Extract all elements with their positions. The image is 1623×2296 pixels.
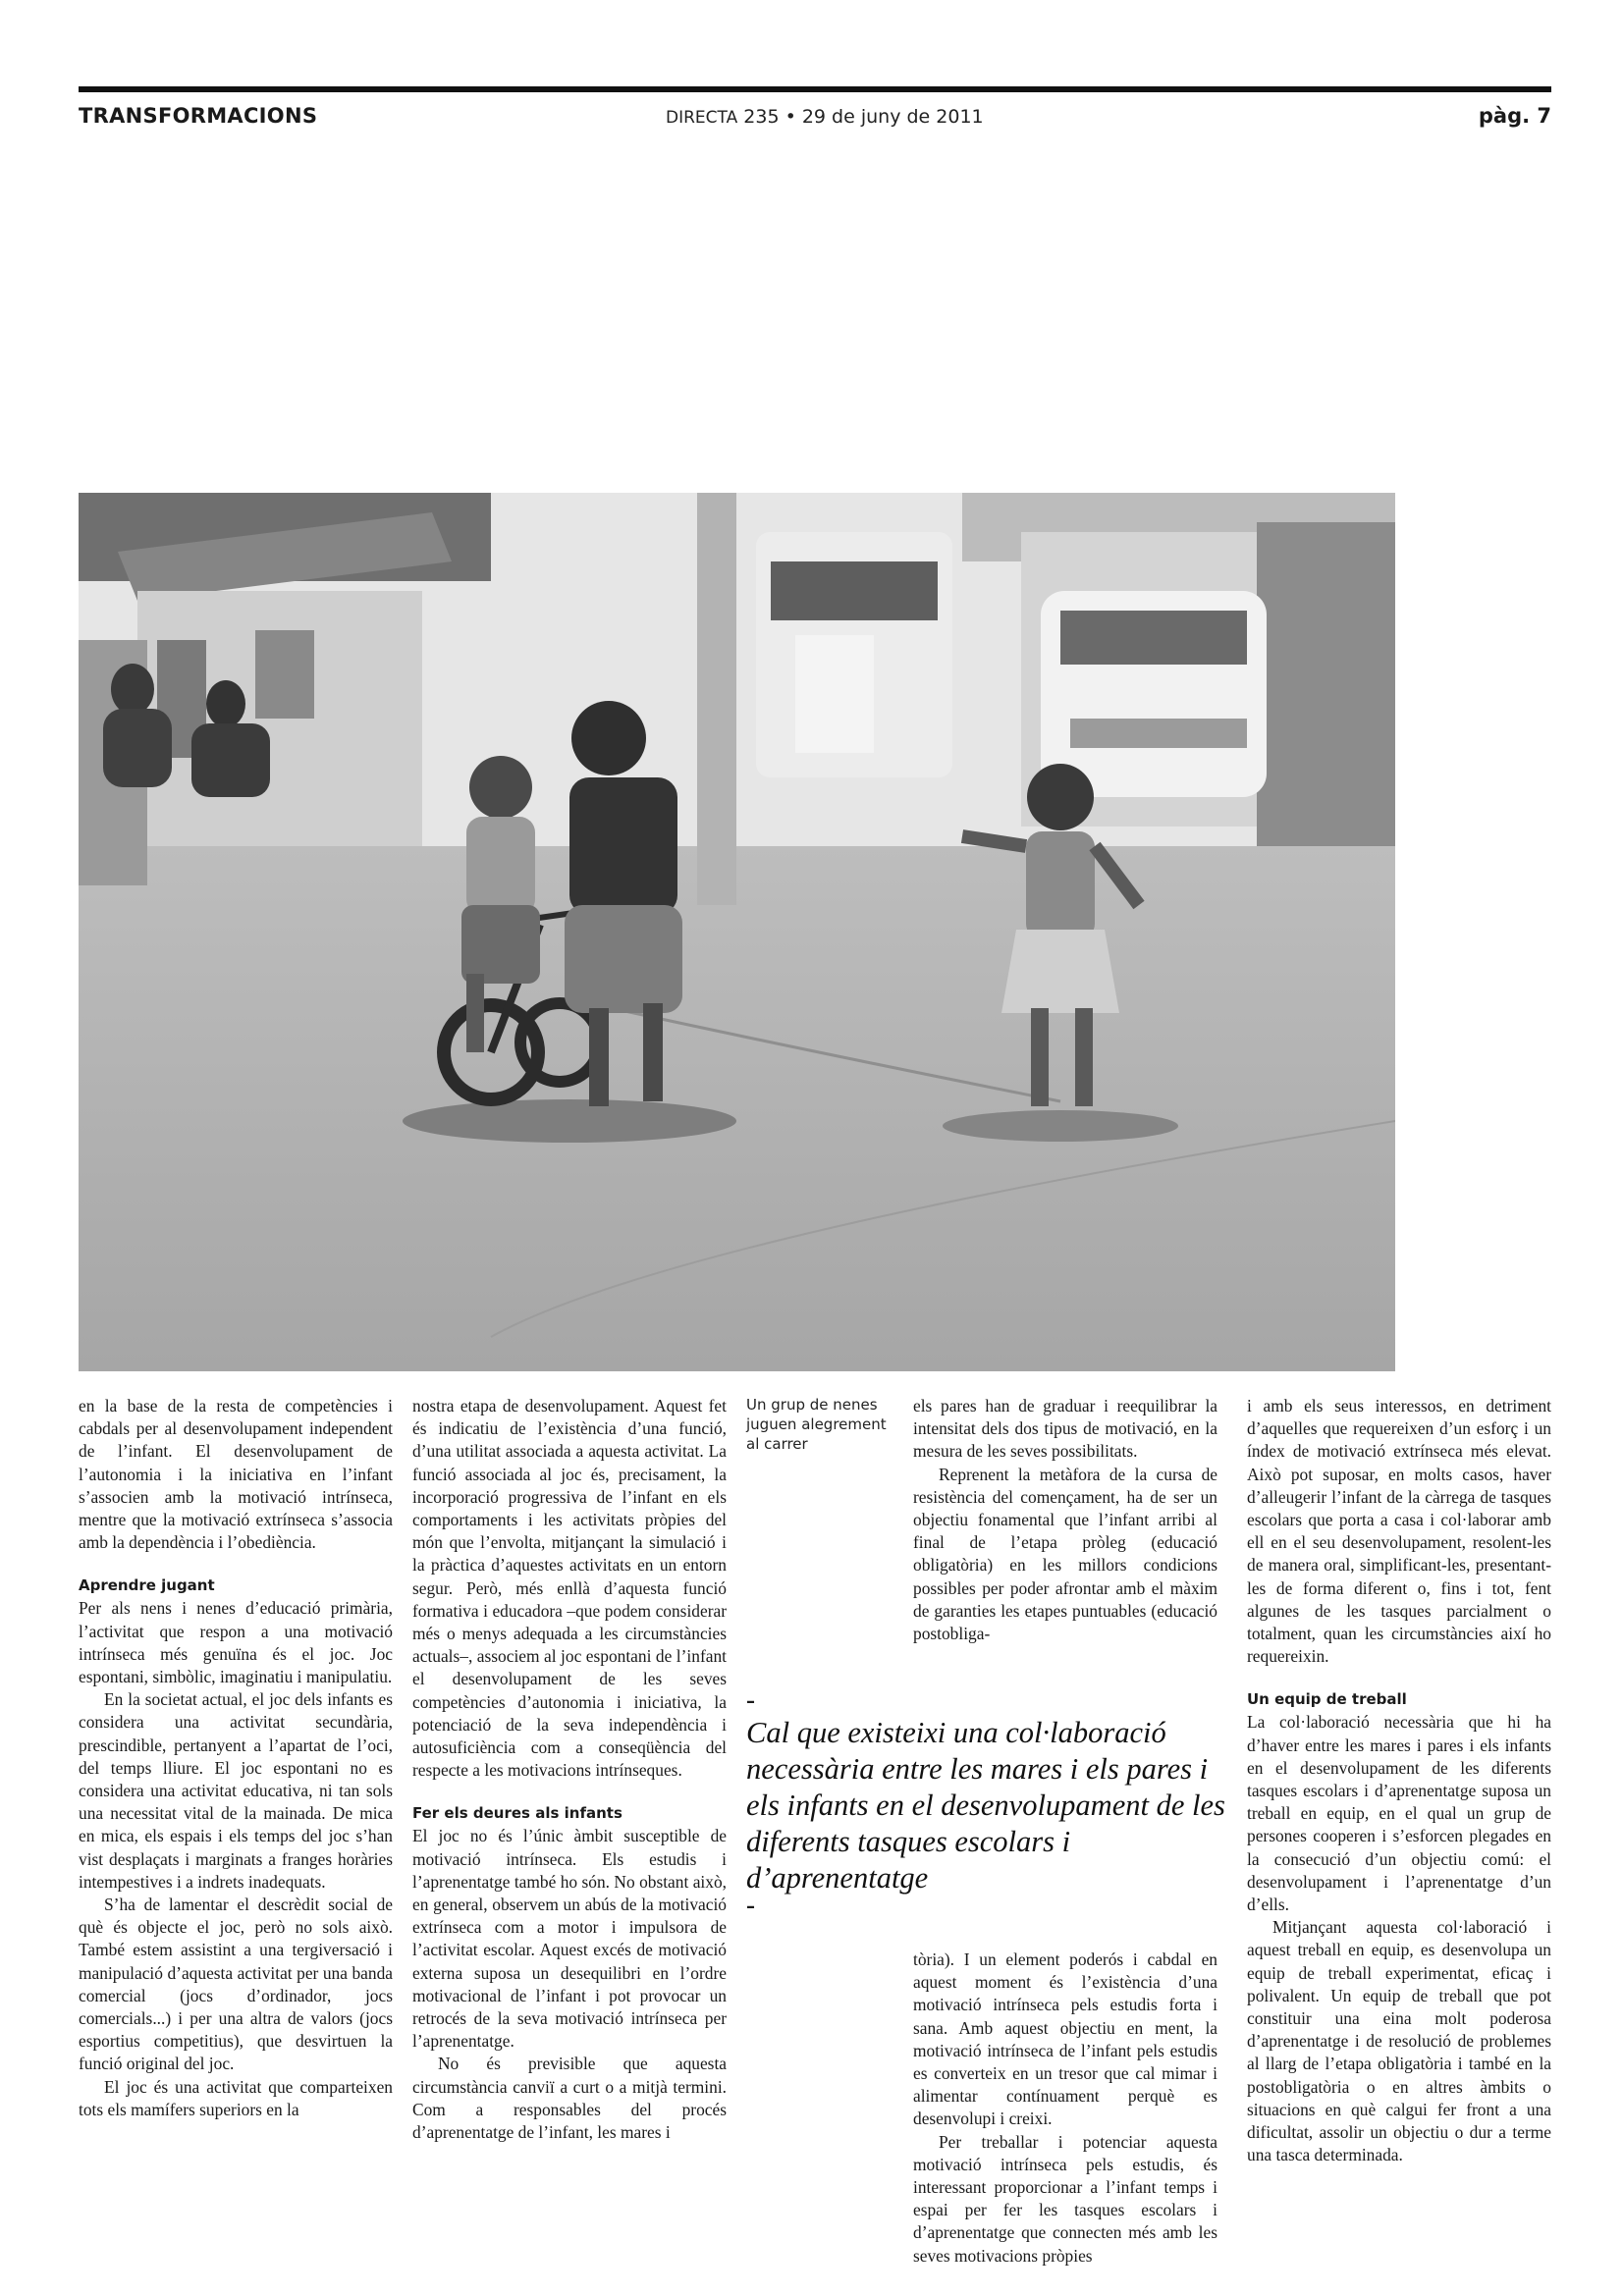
subheading-fer-els-deures: Fer els deures als infants: [412, 1804, 622, 1823]
paragraph: El joc no és l’únic àmbit susceptible de motivació intrínseca. Els estudis i l’aprenentatge també ho són. No obstant això, en general, observem un abús de la motivació extrínseca com a motor i impulsora de l’activitat escolar. Aquest excés de motivació externa suposa un desequilibri en l’ordre motivacional de l’infant i pot provocar un retrocés de la seva motivació intrínseca per l’aprenentatge.: [412, 1826, 727, 2052]
subheading-equip-de-treball: Un equip de treball: [1247, 1690, 1407, 1709]
pull-quote-text: Cal que existeixi una col·laboració necessària entre les mares i els pares i els infants en el desenvolupament de les diferents tasques escolars i d’aprenentatge: [746, 1716, 1225, 1895]
paragraph: No és previsible que aquesta circumstància canviï a curt o a mitjà termini. Com a responsables del procés d’aprenentatge de l’infant, les mares i: [412, 2054, 727, 2143]
paragraph: Per treballar i potenciar aquesta motivació intrínseca pels estudis, és interessant proporcionar a l’infant temps i espai per fer les tasques escolars i d’aprenentatge que connecten més amb les seves motivacions pròpies: [913, 2131, 1217, 2266]
paragraph: S’ha de lamentar el descrèdit social de què és objecte el joc, però no sols això. També estem assistint a una tergiversació i manipulació d’aquesta activitat per una banda comercial (jocs d’ordinador, jocs comercials...) i per una altra de valors (jocs esportius competitius), que desvirtuen la funció original del joc.: [79, 1895, 393, 2074]
paragraph: En la societat actual, el joc dels infants es considera una activitat secundària, prescindible, pertanyent a l’apartat de l’oci, del temps lliure. El joc espontani no es considera una activitat educativa, ni tan sols una necessitat vital de la mainada. De mica en mica, els espais i els temps del joc s’han vist desplaçats i marginats a franges horàries intempestives i a indrets inadequats.: [79, 1689, 393, 1892]
paragraph: nostra etapa de desenvolupament. Aquest fet és indicatiu de l’existència d’una funció, d’una utilitat associada a aquesta activitat. La funció associada al joc és, precisament, la incorporació progressiva de l’infant en els comportaments i les activitats pròpies del món que l’envolta, mitjançant la simulació i la pràctica d’aquestes activitats en un entorn segur. Però, més enllà d’aquesta funció formativa i educadora –que podem considerar més o menys adequada a les circumstàncies actuals–, associem al joc espontani de l’infant el desenvolupament de les seves competències d’autonomia i iniciativa, la potenciació de la seva independència i autosuficiència com a conseqüència del respecte a les motivacions intrínseques.: [412, 1396, 727, 1781]
article-column-5: [1247, 1395, 1551, 2167]
article-column-2: [412, 1395, 727, 2144]
article-column-1: [79, 1395, 393, 2121]
header-rule: [79, 86, 1551, 92]
paragraph: Mitjançant aquesta col·laboració i aquest treball en equip, es desenvolupa un equip de treball experimentat, eficaç i polivalent. Un equip de treball que pot constituir una eina molt poderosa d’aprenentatge i de resolució de problemes al llarg de l’etapa obligatòria i també en la postobligatòria o en altres àmbits o situacions en què calgui fer front a una dificultat, assolir un objectiu o dur a terme una tasca determinada.: [1247, 1917, 1551, 2165]
page-number: pàg. 7: [1478, 104, 1551, 128]
pull-quote: [746, 1693, 1237, 1916]
pull-quote-dash-bottom: –: [746, 1896, 755, 1917]
photo-illustration: [79, 493, 1395, 1371]
photo-caption: Un grup de nenes juguen alegrement al carrer: [746, 1396, 887, 1453]
paragraph: els pares han de graduar i reequilibrar la intensitat dels dos tipus de motivació, en la mesura de les seves possibilitats.: [913, 1396, 1217, 1462]
photo-children-playing: [79, 493, 1395, 1371]
paragraph: i amb els seus interessos, en detriment d’aquelles que requereixen d’un esforç i un índex de motivació extrínseca més elevat. Això pot suposar, en molts casos, haver d’alleugerir l’infant de la càrrega de tasques escolars que porta a casa i col·laborar amb ell en el seu desenvolupament, resolent-les de manera oral, simplificant-les, presentant-les de forma diferent o, fins i tot, fent algunes de les tasques parcialment o totalment, quan les circumstàncies així ho requereixin.: [1247, 1396, 1551, 1667]
issue-date: 235 • 29 de juny de 2011: [743, 106, 984, 128]
publication-name: DIRECTA: [666, 108, 738, 128]
article-column-4-top: [913, 1395, 1217, 1645]
paragraph: La col·laboració necessària que hi ha d’haver entre les mares i pares i els infants en el desenvolupament de les diferents tasques escolars i d’aprenentatge suposa un treball en equip, en el qual un grup de persones cooperen i s’esforcen plegades en la consecució d’un objectiu comú: el desenvolupament i l’aprenentatge d’un d’ells.: [1247, 1712, 1551, 1915]
article-column-4-bottom: [913, 1949, 1217, 2268]
paragraph: tòria). I un element poderós i cabdal en aquest moment és l’existència d’una motivació intrínseca pels estudis forta i sana. Amb aquest objectiu en ment, la motivació intrínseca de l’infant pels estudis es converteix en un tresor que cal mimar i alimentar contínuament perquè es desenvolupi i creixi.: [913, 1949, 1217, 2129]
subheading-aprendre-jugant: Aprendre jugant: [79, 1576, 215, 1595]
paragraph: Per als nens i nenes d’educació primària, l’activitat que respon a una motivació intrínseca més genuïna és el joc. Joc espontani, simbòlic, imaginatiu i manipulatiu.: [79, 1598, 393, 1687]
issue-info: [666, 106, 984, 128]
paragraph: El joc és una activitat que comparteixen tots els mamífers superiors en la: [79, 2076, 393, 2119]
pull-quote-dash-top: –: [746, 1691, 755, 1712]
paragraph: Reprenent la metàfora de la cursa de resistència del començament, ha de ser un objectiu fonamental que l’infant arribi al final de l’etapa pròleg (educació obligatòria) en les millors condicions possibles per poder afrontar amb el màxim de garanties les etapes puntuables (educació postobliga-: [913, 1464, 1217, 1644]
section-title: TRANSFORMACIONS: [79, 104, 318, 128]
paragraph: en la base de la resta de competències i cabdals per al desenvolupament independent de l’infant. El desenvolupament de l’autonomia i la iniciativa en l’infant s’associen amb la motivació intrínseca, mentre que la motivació extrínseca s’associa amb la dependència i l’obediència.: [79, 1396, 393, 1553]
